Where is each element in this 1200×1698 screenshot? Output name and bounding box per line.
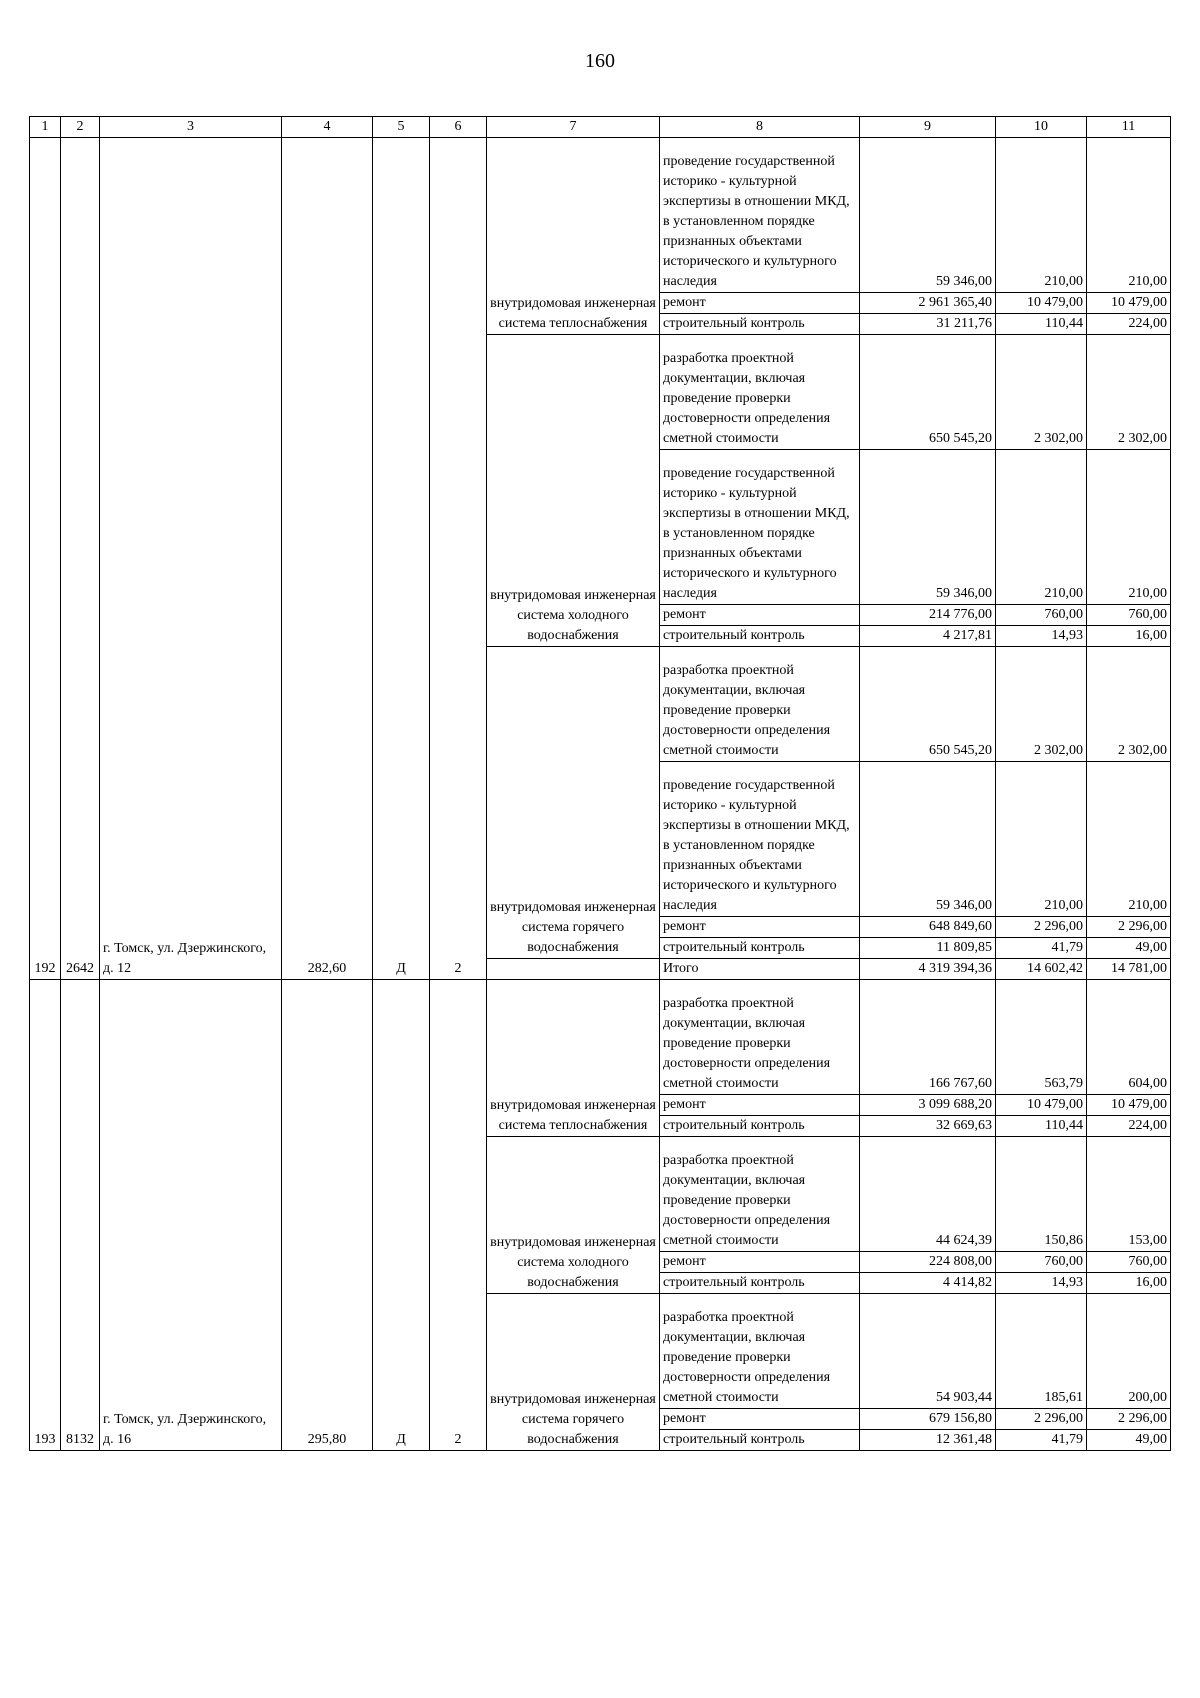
limit-cost-cell: 2 302,00 xyxy=(1087,335,1171,450)
cost-cell: 32 669,63 xyxy=(860,1116,996,1137)
address-cell: г. Томск, ул. Дзержинского, д. 16 xyxy=(100,980,282,1451)
work-type-cell: ремонт xyxy=(660,605,860,626)
work-type-cell: ремонт xyxy=(660,1095,860,1116)
work-type-cell: строительный контроль xyxy=(660,1430,860,1451)
work-type-cell: разработка проектной документации, включая проведение проверки достоверности определения сметной стоимости xyxy=(660,980,860,1095)
cost-cell: 54 903,44 xyxy=(860,1294,996,1409)
work-type-cell: ремонт xyxy=(660,293,860,314)
limit-cost-cell: 210,00 xyxy=(1087,138,1171,293)
limit-cost-cell: 760,00 xyxy=(1087,605,1171,626)
system-name-cell: внутридомовая инженерная система холодного водоснабжения xyxy=(487,335,660,647)
cost-cell: 4 414,82 xyxy=(860,1273,996,1294)
limit-cost-cell: 49,00 xyxy=(1087,1430,1171,1451)
unit-cost-cell: 760,00 xyxy=(996,605,1087,626)
unit-cost-cell: 210,00 xyxy=(996,762,1087,917)
cost-cell: 59 346,00 xyxy=(860,450,996,605)
unit-cost-cell: 2 302,00 xyxy=(996,335,1087,450)
unit-cost-cell: 185,61 xyxy=(996,1294,1087,1409)
header-cell: 9 xyxy=(860,117,996,138)
limit-cost-cell: 10 479,00 xyxy=(1087,293,1171,314)
object-code-cell: 2642 xyxy=(61,138,100,980)
total-system-cell xyxy=(487,959,660,980)
cost-cell: 4 217,81 xyxy=(860,626,996,647)
work-type-cell: разработка проектной документации, включая проведение проверки достоверности определения сметной стоимости xyxy=(660,1137,860,1252)
cost-cell: 11 809,85 xyxy=(860,938,996,959)
unit-cost-cell: 563,79 xyxy=(996,980,1087,1095)
limit-cost-cell: 2 296,00 xyxy=(1087,917,1171,938)
header-cell: 3 xyxy=(100,117,282,138)
unit-cost-cell: 150,86 xyxy=(996,1137,1087,1252)
header-cell: 11 xyxy=(1087,117,1171,138)
unit-cost-cell: 210,00 xyxy=(996,138,1087,293)
system-name-cell: внутридомовая инженерная система теплоснабжения xyxy=(487,980,660,1137)
limit-cost-cell: 210,00 xyxy=(1087,762,1171,917)
unit-cost-cell: 41,79 xyxy=(996,938,1087,959)
limit-cost-cell: 210,00 xyxy=(1087,450,1171,605)
unit-cost-cell: 14,93 xyxy=(996,626,1087,647)
cost-cell: 214 776,00 xyxy=(860,605,996,626)
cost-cell: 224 808,00 xyxy=(860,1252,996,1273)
work-type-cell: строительный контроль xyxy=(660,314,860,335)
work-type-cell: разработка проектной документации, включая проведение проверки достоверности определения сметной стоимости xyxy=(660,335,860,450)
total-cost-cell: 4 319 394,36 xyxy=(860,959,996,980)
header-cell: 1 xyxy=(30,117,61,138)
header-cell: 7 xyxy=(487,117,660,138)
header-cell: 8 xyxy=(660,117,860,138)
work-type-cell: разработка проектной документации, включая проведение проверки достоверности определения сметной стоимости xyxy=(660,647,860,762)
total-limit-cost-cell: 14 781,00 xyxy=(1087,959,1171,980)
total-unit-cost-cell: 14 602,42 xyxy=(996,959,1087,980)
cost-cell: 648 849,60 xyxy=(860,917,996,938)
building-type-cell: Д xyxy=(373,980,430,1451)
table-row xyxy=(30,980,1171,1095)
header-cell: 4 xyxy=(282,117,373,138)
unit-cost-cell: 41,79 xyxy=(996,1430,1087,1451)
table-row xyxy=(30,138,1171,293)
cost-cell: 650 545,20 xyxy=(860,335,996,450)
limit-cost-cell: 760,00 xyxy=(1087,1252,1171,1273)
work-type-cell: разработка проектной документации, включая проведение проверки достоверности определения сметной стоимости xyxy=(660,1294,860,1409)
system-name-cell: внутридомовая инженерная система горячего водоснабжения xyxy=(487,647,660,959)
page-number: 160 xyxy=(585,50,615,72)
object-number-cell: 192 xyxy=(30,138,61,980)
limit-cost-cell: 224,00 xyxy=(1087,314,1171,335)
cost-cell: 650 545,20 xyxy=(860,647,996,762)
work-type-cell: ремонт xyxy=(660,1252,860,1273)
cost-cell: 2 961 365,40 xyxy=(860,293,996,314)
work-type-cell: строительный контроль xyxy=(660,938,860,959)
cost-cell: 3 099 688,20 xyxy=(860,1095,996,1116)
limit-cost-cell: 16,00 xyxy=(1087,1273,1171,1294)
work-type-cell: строительный контроль xyxy=(660,1116,860,1137)
work-type-cell: ремонт xyxy=(660,917,860,938)
work-type-cell: проведение государственной историко - культурной экспертизы в отношении МКД, в установленном порядке признанных объектами исторического и культурного наследия xyxy=(660,762,860,917)
header-cell: 6 xyxy=(430,117,487,138)
area-cell: 295,80 xyxy=(282,980,373,1451)
unit-cost-cell: 2 302,00 xyxy=(996,647,1087,762)
object-number-cell: 193 xyxy=(30,980,61,1451)
header-row xyxy=(30,117,1171,138)
header-cell: 5 xyxy=(373,117,430,138)
limit-cost-cell: 10 479,00 xyxy=(1087,1095,1171,1116)
header-cell: 2 xyxy=(61,117,100,138)
header-cell: 10 xyxy=(996,117,1087,138)
building-type-cell: Д xyxy=(373,138,430,980)
unit-cost-cell: 10 479,00 xyxy=(996,293,1087,314)
cost-cell: 59 346,00 xyxy=(860,138,996,293)
floors-cell: 2 xyxy=(430,980,487,1451)
unit-cost-cell: 2 296,00 xyxy=(996,1409,1087,1430)
work-type-cell: ремонт xyxy=(660,1409,860,1430)
limit-cost-cell: 224,00 xyxy=(1087,1116,1171,1137)
cost-cell: 679 156,80 xyxy=(860,1409,996,1430)
unit-cost-cell: 2 296,00 xyxy=(996,917,1087,938)
total-label-cell: Итого xyxy=(660,959,860,980)
work-type-cell: проведение государственной историко - культурной экспертизы в отношении МКД, в установленном порядке признанных объектами исторического и культурного наследия xyxy=(660,450,860,605)
limit-cost-cell: 200,00 xyxy=(1087,1294,1171,1409)
unit-cost-cell: 110,44 xyxy=(996,314,1087,335)
address-cell: г. Томск, ул. Дзержинского, д. 12 xyxy=(100,138,282,980)
works-table xyxy=(29,116,1171,1451)
work-type-cell: строительный контроль xyxy=(660,1273,860,1294)
limit-cost-cell: 604,00 xyxy=(1087,980,1171,1095)
limit-cost-cell: 2 296,00 xyxy=(1087,1409,1171,1430)
limit-cost-cell: 49,00 xyxy=(1087,938,1171,959)
area-cell: 282,60 xyxy=(282,138,373,980)
system-name-cell: внутридомовая инженерная система горячего водоснабжения xyxy=(487,1294,660,1451)
object-code-cell: 8132 xyxy=(61,980,100,1451)
limit-cost-cell: 16,00 xyxy=(1087,626,1171,647)
cost-cell: 59 346,00 xyxy=(860,762,996,917)
limit-cost-cell: 153,00 xyxy=(1087,1137,1171,1252)
work-type-cell: проведение государственной историко - культурной экспертизы в отношении МКД, в установленном порядке признанных объектами исторического и культурного наследия xyxy=(660,138,860,293)
work-type-cell: строительный контроль xyxy=(660,626,860,647)
unit-cost-cell: 14,93 xyxy=(996,1273,1087,1294)
table-body xyxy=(30,138,1171,1451)
unit-cost-cell: 210,00 xyxy=(996,450,1087,605)
unit-cost-cell: 10 479,00 xyxy=(996,1095,1087,1116)
system-name-cell: внутридомовая инженерная система холодного водоснабжения xyxy=(487,1137,660,1294)
limit-cost-cell: 2 302,00 xyxy=(1087,647,1171,762)
unit-cost-cell: 110,44 xyxy=(996,1116,1087,1137)
cost-cell: 166 767,60 xyxy=(860,980,996,1095)
cost-cell: 31 211,76 xyxy=(860,314,996,335)
cost-cell: 44 624,39 xyxy=(860,1137,996,1252)
floors-cell: 2 xyxy=(430,138,487,980)
cost-cell: 12 361,48 xyxy=(860,1430,996,1451)
system-name-cell: внутридомовая инженерная система теплоснабжения xyxy=(487,138,660,335)
unit-cost-cell: 760,00 xyxy=(996,1252,1087,1273)
